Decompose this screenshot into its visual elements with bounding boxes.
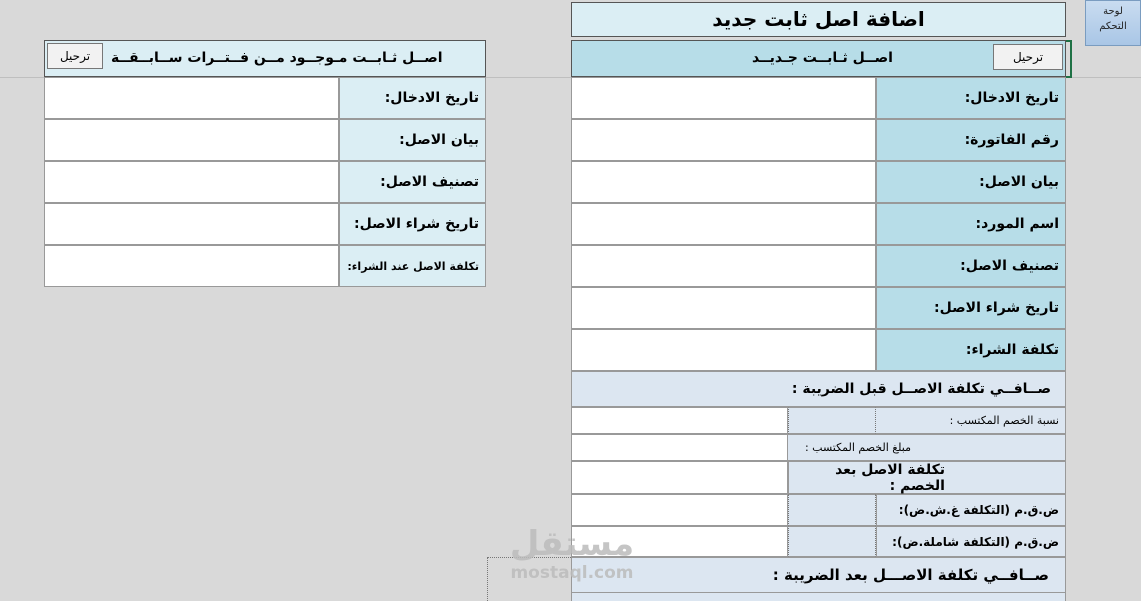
invoice-number-label: رقم الفاتورة: — [876, 119, 1066, 161]
watermark-logo: مستقل — [509, 524, 635, 564]
post-existing-asset-button[interactable]: ترحيل — [47, 43, 103, 69]
dashboard-button[interactable]: لوحة التحكم — [1085, 0, 1141, 46]
new-asset-header-label: اصــل ثـابــت جـديــد — [752, 50, 893, 66]
existing-asset-description-label: بيان الاصل: — [339, 119, 486, 161]
discount-rate-label: نسبة الخصم المكتسب : — [876, 407, 1066, 434]
asset-category-label: تصنيف الاصل: — [876, 245, 1066, 287]
discount-rate-input[interactable] — [571, 407, 788, 434]
existing-asset-category-label: تصنيف الاصل: — [339, 161, 486, 203]
purchase-date-input[interactable] — [571, 287, 876, 329]
vat-excl-input[interactable] — [571, 494, 788, 526]
supplier-name-label: اسم المورد: — [876, 203, 1066, 245]
invoice-number-input[interactable] — [571, 119, 876, 161]
vat-excl-value — [788, 494, 876, 526]
existing-asset-header — [44, 40, 486, 77]
entry-date-input[interactable] — [571, 77, 876, 119]
selected-cell-indicator — [1066, 40, 1072, 78]
entry-date-label: تاريخ الادخال: — [876, 77, 1066, 119]
supplier-name-input[interactable] — [571, 203, 876, 245]
existing-purchase-cost-label: تكلفة الاصل عند الشراء: — [339, 245, 486, 287]
discount-amount-label: مبلغ الخصم المكتسب : — [788, 434, 1066, 461]
existing-entry-date-input[interactable] — [44, 77, 339, 119]
existing-entry-date-label: تاريخ الادخال: — [339, 77, 486, 119]
purchase-cost-label: تكلفة الشراء: — [876, 329, 1066, 371]
page-title: اضافة اصل ثابت جديد — [571, 2, 1066, 37]
existing-purchase-date-label: تاريخ شراء الاصل: — [339, 203, 486, 245]
existing-asset-category-input[interactable] — [44, 161, 339, 203]
existing-asset-description-input[interactable] — [44, 119, 339, 161]
asset-description-label: بيان الاصل: — [876, 161, 1066, 203]
net-cost-before-tax-label: صــافــي تكلفة الاصــل قبل الضريبة : — [571, 371, 1066, 407]
post-new-asset-button[interactable]: ترحيل — [993, 44, 1063, 70]
asset-description-input[interactable] — [571, 161, 876, 203]
net-cost-after-tax-label: صــافــي تكلفة الاصـــل بعد الضريبة : — [571, 557, 1066, 593]
new-asset-header — [571, 40, 1066, 77]
vat-incl-label: ض.ق.م (التكلفة شاملة.ض): — [876, 526, 1066, 557]
purchase-cost-input[interactable] — [571, 329, 876, 371]
existing-asset-header-label: اصــل ثـابــت مـوجــود مــن فــتــرات ســابــقــة — [111, 50, 443, 66]
asset-category-input[interactable] — [571, 245, 876, 287]
discount-amount-input[interactable] — [571, 434, 788, 461]
cost-after-discount-input[interactable] — [571, 461, 788, 494]
vat-incl-value — [788, 526, 876, 557]
vat-excl-label: ض.ق.م (التكلفة غ.ش.ض): — [876, 494, 1066, 526]
purchase-date-label: تاريخ شراء الاصل: — [876, 287, 1066, 329]
watermark — [487, 524, 657, 601]
watermark-url: mostaql.com — [510, 563, 634, 583]
cost-after-discount-label: تكلفة الاصل بعد الخصم : — [788, 461, 1066, 494]
existing-purchase-date-input[interactable] — [44, 203, 339, 245]
discount-rate-value — [788, 407, 876, 434]
existing-purchase-cost-input[interactable] — [44, 245, 339, 287]
